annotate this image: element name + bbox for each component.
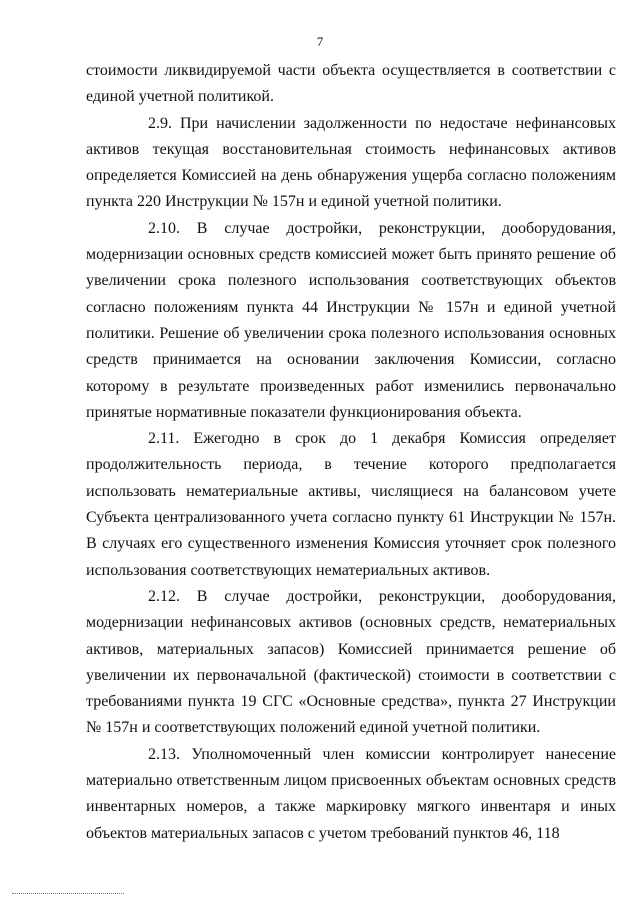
paragraph-2-9: 2.9. При начислении задолженности по недостаче нефинансовых активов текущая восстановительная стоимость нефинансовых активов определяется Комиссией на день обнаружения ущерба согласно положениям пункта 220 Инструкции № 157н и единой учетной политики. [86, 114, 616, 211]
document-body [86, 58, 616, 847]
paragraph-2-10: 2.10. В случае достройки, реконструкции, дооборудования, модернизации основных средств комиссией может быть принято решение об увеличении срока полезного использования соответствующих объектов согласно положениям пункта 44 Инструкции № 157н и единой учетной политики. Решение об увеличении срока полезного использования основных средств принимается на основании заключения Комиссии, согласно которому в результате произведенных работ изменились первоначально принятые нормативные показатели функционирования объекта. [86, 219, 616, 421]
paragraph-2-13: 2.13. Уполномоченный член комиссии контролирует нанесение материально ответственным лицом присвоенных объектам основных средств инвентарных номеров, а также маркировку мягкого инвентаря и иных объектов материальных запасов с учетом требований пунктов 46, 118 [86, 745, 616, 842]
paragraph-2-11: 2.11. Ежегодно в срок до 1 декабря Комиссия определяет продолжительность периода, в течение которого предполагается использовать нематериальные активы, числящиеся на балансовом учете Субъекта централизованного учета согласно пункту 61 Инструкции № 157н. В случаях его существенного изменения Комиссия уточняет срок полезного использования соответствующих нематериальных активов. [86, 430, 616, 579]
paragraph-continuation: стоимости ликвидируемой части объекта осуществляется в соответствии с единой учетной политикой. [86, 62, 616, 106]
footer-rule [12, 893, 124, 894]
page-number: 7 [316, 34, 324, 49]
paragraph-2-12: 2.12. В случае достройки, реконструкции, дооборудования, модернизации нефинансовых активов (основных средств, нематериальных активов, материальных запасов) Комиссией принимается решение об увеличении их первоначальной (фактической) стоимости в соответствии с требованиями пункта 19 СГС «Основные средства», пункта 27 Инструкции № 157н и соответствующих положений единой учетной политики. [86, 587, 616, 737]
